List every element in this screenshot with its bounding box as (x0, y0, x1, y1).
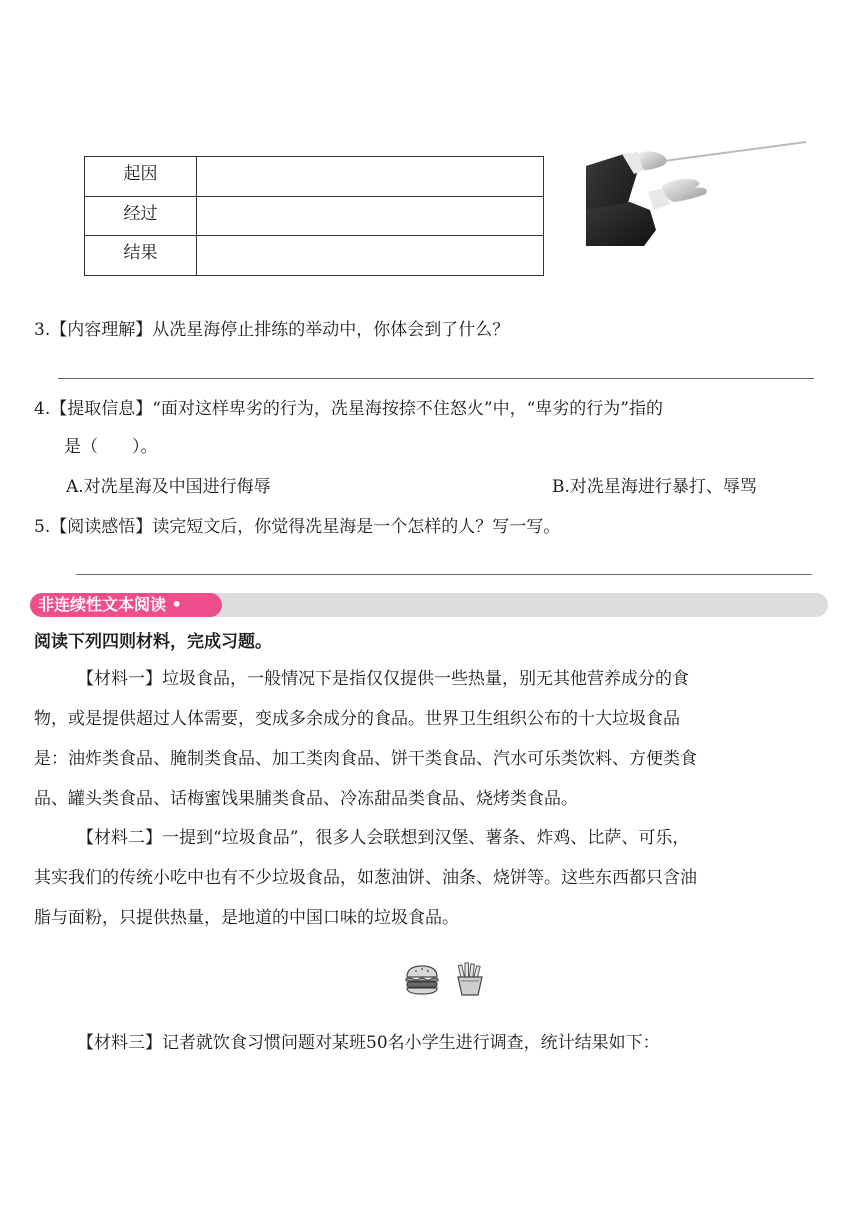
section-instruction: 阅读下列四则材料，完成习题。 (34, 632, 272, 652)
material-1 (34, 659, 834, 819)
answer-cell-result[interactable] (197, 236, 544, 276)
row-label-process: 经过 (85, 196, 197, 236)
material-2-line: 脂与面粉，只提供热量，是地道的中国口味的垃圾食品。 (34, 908, 459, 928)
material-3: 【材料三】记者就饮食习惯问题对某班50名小学生进行调查，统计结果如下： (77, 1033, 660, 1053)
answer-cell-cause[interactable] (197, 157, 544, 197)
material-1-line: 是：油炸类食品、腌制类食品、加工类肉食品、饼干类食品、汽水可乐类饮料、方便类食 (34, 749, 697, 769)
question-4-line2: 是（ ）。 (64, 437, 158, 457)
row-label-result: 结果 (85, 236, 197, 276)
table-row (85, 236, 544, 276)
material-1-line: 【材料一】垃圾食品，一般情况下是指仅仅提供一些热量，别无其他营养成分的食 (77, 669, 689, 689)
row-label-cause: 起因 (85, 157, 197, 197)
answer-cell-process[interactable] (197, 196, 544, 236)
question-5: 5.【阅读感悟】读完短文后，你觉得冼星海是一个怎样的人？写一写。 (34, 517, 561, 537)
section-banner (30, 593, 222, 617)
question-4-line1: 4.【提取信息】“面对这样卑劣的行为，冼星海按捺不住怒火”中，“卑劣的行为”指的 (34, 399, 663, 419)
answer-line-q3[interactable] (58, 378, 814, 379)
table-row (85, 196, 544, 236)
table-row (85, 157, 544, 197)
material-2-line: 其实我们的传统小吃中也有不少垃圾食品，如葱油饼、油条、烧饼等。这些东西都只含油 (34, 868, 697, 888)
hamburger-icon (404, 964, 440, 996)
option-b[interactable]: B.对冼星海进行暴打、辱骂 (552, 477, 757, 497)
answer-line-q5[interactable] (76, 574, 812, 575)
banner-dot-icon: • (171, 595, 182, 614)
fries-icon (454, 962, 486, 996)
section-banner-label: 非连续性文本阅读 (38, 595, 167, 614)
material-1-line: 品、罐头类食品、话梅蜜饯果脯类食品、冷冻甜品类食品、烧烤类食品。 (34, 789, 578, 809)
conductor-hands-icon (586, 140, 808, 246)
material-2 (34, 818, 834, 938)
material-2-line: 【材料二】一提到“垃圾食品”，很多人会联想到汉堡、薯条、炸鸡、比萨、可乐， (77, 828, 690, 848)
event-table (84, 156, 544, 276)
material-1-line: 物，或是提供超过人体需要，变成多余成分的食品。世界卫生组织公布的十大垃圾食品 (34, 709, 680, 729)
option-a[interactable]: A.对冼星海及中国进行侮辱 (66, 477, 271, 497)
question-3: 3.【内容理解】从冼星海停止排练的举动中，你体会到了什么？ (34, 320, 510, 340)
